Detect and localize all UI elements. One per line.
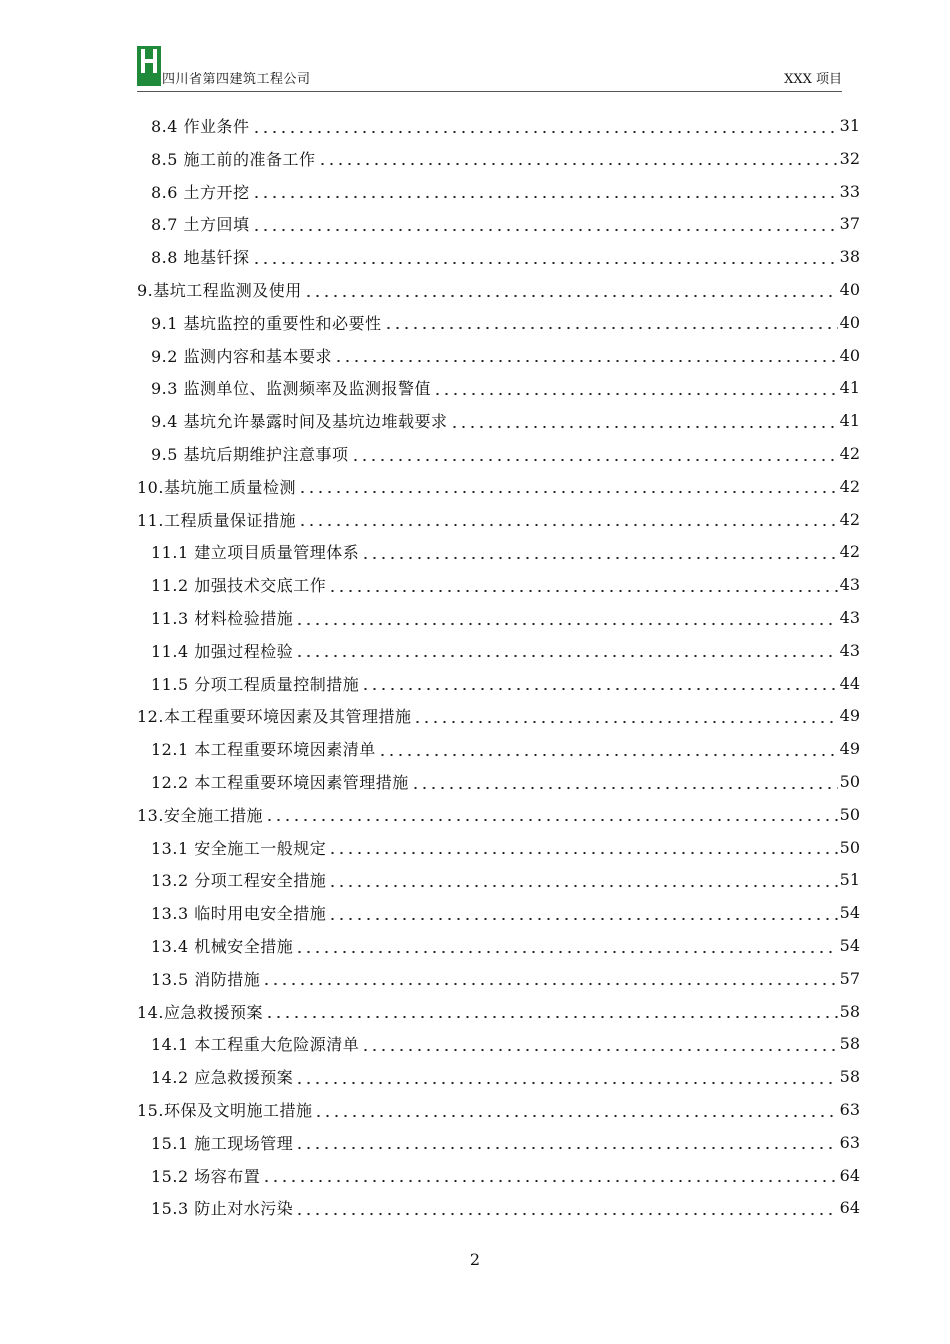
toc-dot-leader — [411, 772, 838, 792]
toc-entry[interactable] — [151, 1027, 860, 1060]
toc-dot-leader — [351, 444, 838, 464]
toc-entry-title: 8.8 地基钎探 — [151, 248, 250, 268]
toc-dot-leader — [361, 1034, 837, 1054]
toc-entry[interactable] — [137, 273, 860, 306]
toc-dot-leader — [295, 936, 837, 956]
toc-dot-leader — [298, 476, 838, 496]
toc-entry[interactable] — [151, 240, 860, 273]
toc-entry-page: 42 — [839, 444, 860, 463]
toc-entry[interactable] — [151, 306, 860, 339]
toc-dot-leader — [378, 739, 838, 759]
toc-entry-page: 57 — [839, 968, 860, 988]
toc-dot-leader — [295, 640, 837, 660]
toc-dot-leader — [328, 870, 837, 890]
toc-entry-title: 11.3 材料检验措施 — [151, 609, 294, 628]
toc-entry[interactable] — [151, 207, 860, 240]
toc-dot-leader — [413, 706, 837, 726]
toc-entry-title: 9.基坑工程监测及使用 — [137, 281, 302, 300]
toc-entry-page: 42 — [839, 509, 860, 529]
toc-dot-leader — [265, 1001, 838, 1021]
toc-dot-leader — [361, 542, 837, 562]
toc-entry[interactable] — [137, 798, 860, 831]
toc-entry-title: 9.2 监测内容和基本要求 — [151, 346, 333, 366]
toc-dot-leader — [314, 1100, 837, 1120]
toc-dot-leader — [361, 673, 837, 693]
toc-entry-page: 64 — [839, 1165, 860, 1185]
toc-dot-leader — [450, 411, 838, 431]
toc-entry[interactable] — [137, 503, 860, 536]
toc-dot-leader — [298, 509, 838, 529]
toc-entry-page: 43 — [839, 608, 860, 627]
toc-entry-page: 42 — [839, 476, 860, 496]
toc-entry-page: 40 — [839, 280, 860, 299]
toc-entry-page: 37 — [839, 214, 860, 234]
toc-entry[interactable] — [151, 634, 860, 667]
page-number: 2 — [469, 1250, 481, 1269]
toc-dot-leader — [334, 345, 838, 365]
toc-entry-title: 11.工程质量保证措施 — [137, 510, 296, 530]
page-header — [137, 46, 842, 90]
toc-dot-leader — [252, 116, 838, 136]
toc-entry[interactable] — [151, 142, 860, 175]
toc-entry-page: 50 — [839, 804, 860, 824]
toc-dot-leader — [265, 804, 838, 824]
toc-entry-title: 13.1 安全施工一般规定 — [151, 838, 327, 858]
toc-entry-title: 14.应急救援预案 — [137, 1002, 263, 1022]
toc-entry[interactable] — [151, 1060, 860, 1093]
toc-entry-title: 9.1 基坑监控的重要性和必要性 — [151, 313, 382, 333]
toc-entry-page: 44 — [839, 673, 860, 693]
toc-entry-title: 14.1 本工程重大危险源清单 — [151, 1035, 360, 1055]
toc-entry-title: 8.6 土方开挖 — [151, 182, 250, 202]
toc-entry-page: 54 — [839, 936, 860, 955]
toc-dot-leader — [328, 837, 837, 857]
toc-entry[interactable] — [151, 667, 860, 700]
toc-entry-title: 13.4 机械安全措施 — [151, 937, 294, 956]
toc-dot-leader — [252, 181, 838, 201]
toc-entry-title: 9.3 监测单位、监测频率及监测报警值 — [151, 379, 432, 399]
toc-dot-leader — [295, 1132, 837, 1152]
toc-dot-leader — [262, 968, 837, 988]
toc-entry[interactable] — [151, 831, 860, 864]
company-logo — [137, 46, 161, 86]
toc-entry[interactable] — [137, 470, 860, 503]
toc-entry[interactable] — [151, 568, 860, 601]
toc-dot-leader — [304, 280, 838, 300]
toc-entry[interactable] — [151, 732, 860, 765]
toc-entry-title: 12.本工程重要环境因素及其管理措施 — [137, 707, 412, 727]
toc-entry-title: 12.2 本工程重要环境因素管理措施 — [151, 773, 409, 792]
company-name: 四川省第四建筑工程公司 — [162, 72, 311, 87]
toc-dot-leader — [328, 575, 837, 595]
toc-entry-page: 38 — [839, 247, 860, 267]
toc-entry[interactable] — [151, 404, 860, 437]
logo-mark-icon — [137, 46, 161, 86]
toc-entry-title: 11.5 分项工程质量控制措施 — [151, 674, 360, 694]
toc-entry-title: 10.基坑施工质量检测 — [137, 477, 296, 497]
toc-entry-title: 11.2 加强技术交底工作 — [151, 576, 327, 596]
toc-entry-title: 9.5 基坑后期维护注意事项 — [151, 445, 349, 464]
toc-entry-page: 50 — [839, 837, 860, 857]
toc-entry[interactable] — [151, 1159, 860, 1192]
toc-entry-page: 58 — [839, 1001, 860, 1021]
toc-entry-page: 40 — [839, 345, 860, 365]
toc-entry-page: 41 — [839, 378, 860, 398]
toc-entry[interactable] — [151, 1126, 860, 1159]
toc-entry-page: 63 — [839, 1132, 860, 1152]
toc-entry-page: 49 — [839, 706, 860, 726]
toc-entry-page: 58 — [839, 1067, 860, 1087]
toc-entry-title: 12.1 本工程重要环境因素清单 — [151, 740, 376, 760]
toc-entry[interactable] — [151, 339, 860, 372]
toc-entry-page: 41 — [839, 411, 860, 431]
toc-dot-leader — [252, 247, 838, 267]
toc-entry[interactable] — [151, 601, 860, 634]
toc-entry-title: 13.3 临时用电安全措施 — [151, 904, 327, 924]
toc-dot-leader — [318, 148, 838, 168]
toc-entry-title: 11.4 加强过程检验 — [151, 641, 294, 661]
toc-entry-title: 13.安全施工措施 — [137, 805, 263, 825]
toc-entry-title: 15.环保及文明施工措施 — [137, 1101, 313, 1120]
header-divider — [137, 91, 842, 92]
toc-entry-title: 8.5 施工前的准备工作 — [151, 149, 316, 169]
toc-entry-page: 50 — [839, 772, 860, 791]
toc-entry-title: 14.2 应急救援预案 — [151, 1068, 294, 1088]
toc-dot-leader — [262, 1165, 837, 1185]
toc-entry[interactable] — [151, 535, 860, 568]
toc-dot-leader — [295, 1067, 837, 1087]
toc-entry[interactable] — [137, 995, 860, 1028]
toc-entry-title: 15.1 施工现场管理 — [151, 1133, 294, 1153]
toc-entry-title: 11.1 建立项目质量管理体系 — [151, 543, 360, 563]
toc-entry-page: 42 — [839, 542, 860, 562]
toc-entry-page: 63 — [839, 1100, 860, 1119]
toc-dot-leader — [433, 378, 838, 398]
toc-entry[interactable] — [151, 437, 860, 470]
toc-entry-page: 43 — [839, 575, 860, 595]
toc-entry[interactable] — [151, 929, 860, 962]
toc-entry-page: 54 — [839, 903, 860, 923]
toc-dot-leader — [328, 903, 837, 923]
project-name: XXX 项目 — [784, 72, 842, 87]
toc-entry[interactable] — [151, 765, 860, 798]
toc-entry[interactable] — [151, 109, 860, 142]
toc-entry-page: 43 — [839, 640, 860, 660]
toc-entry-page: 31 — [839, 116, 860, 135]
toc-entry-title: 8.7 土方回填 — [151, 215, 250, 235]
toc-entry[interactable] — [151, 896, 860, 929]
toc-entry-title: 13.2 分项工程安全措施 — [151, 871, 327, 891]
toc-entry[interactable] — [151, 371, 860, 404]
toc-entry-page: 58 — [839, 1034, 860, 1054]
toc-entry-title: 9.4 基坑允许暴露时间及基坑边堆载要求 — [151, 412, 448, 432]
toc-dot-leader — [295, 1198, 837, 1218]
toc-entry[interactable] — [151, 175, 860, 208]
toc-entry[interactable] — [137, 1093, 860, 1126]
toc-entry-page: 49 — [839, 739, 860, 759]
toc-entry-title: 15.3 防止对水污染 — [151, 1199, 294, 1219]
toc-entry[interactable] — [151, 1191, 860, 1224]
toc-entry-page: 64 — [839, 1198, 860, 1218]
toc-entry-page: 40 — [839, 312, 860, 332]
toc-dot-leader — [252, 214, 838, 234]
toc-entry-page: 33 — [839, 181, 860, 201]
toc-entry-page: 51 — [839, 870, 860, 890]
toc-entry[interactable] — [151, 863, 860, 896]
toc-dot-leader — [384, 312, 838, 332]
toc-entry-page: 32 — [839, 148, 860, 168]
toc-entry-title: 8.4 作业条件 — [151, 117, 250, 136]
toc-dot-leader — [295, 608, 837, 628]
toc-entry[interactable] — [151, 962, 860, 995]
toc-entry[interactable] — [137, 699, 860, 732]
toc-entry-title: 15.2 场容布置 — [151, 1166, 261, 1186]
toc-entry-title: 13.5 消防措施 — [151, 969, 261, 989]
